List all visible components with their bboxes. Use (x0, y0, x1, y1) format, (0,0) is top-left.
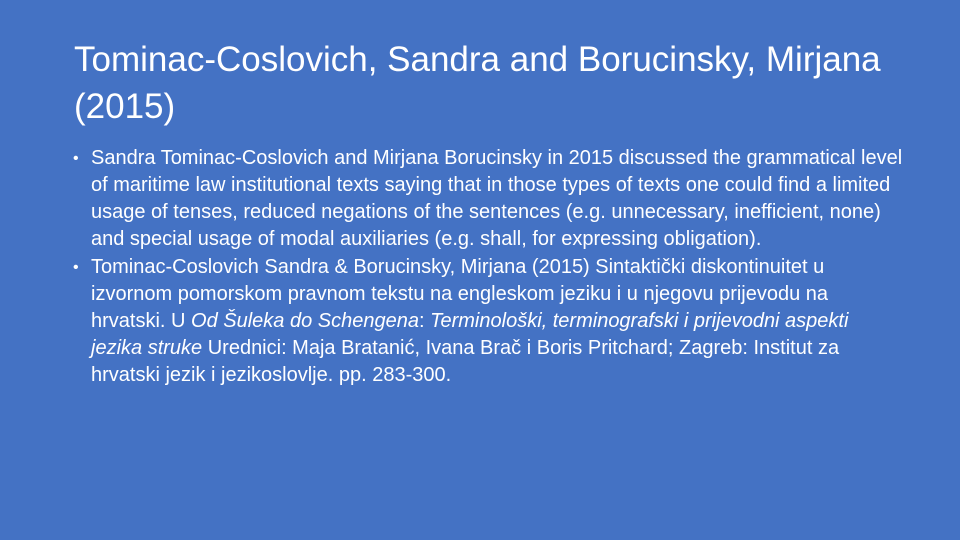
book-subtitle-italic: Terminološki, terminografski i prijevodni aspekti jezika struke (91, 310, 849, 359)
bullet-icon: • (73, 259, 79, 276)
bullet-icon: • (73, 150, 79, 167)
bullet-item-1 (73, 145, 903, 253)
book-title-italic: Od Šuleka do Schengena (191, 310, 419, 332)
bullet-item-2 (73, 254, 903, 389)
slide-title: Tominac-Coslovich, Sandra and Borucinsky, Mirjana (2015) (74, 40, 881, 126)
colon-text: : (418, 310, 425, 332)
bullet-text-2-rest: Urednici: Maja Bratanić, Ivana Brač i Boris Pritchard; Zagreb: Institut za hrvatski jezik i jezikoslovlje. pp. 283-300. (91, 337, 840, 386)
bullet-text-1: Sandra Tominac-Coslovich and Mirjana Borucinsky in 2015 discussed the grammatical level of maritime law institutional texts saying that in those types of texts one could find a limited usage of tenses, reduced negations of the sentences (e.g. unnecessary, inefficient, none) and special usage of modal auxiliaries (e.g. shall, for expressing obligation). (91, 147, 903, 250)
bullet-text-2-intro: Tominac-Coslovich Sandra & Borucinsky, Mirjana (2015) Sintaktički diskontinuitet u izvornom pomorskom pravnom tekstu na engleskom jeziku i u njegovu prijevodu na hrvatski. U (91, 256, 829, 332)
bullet-list (73, 145, 903, 389)
